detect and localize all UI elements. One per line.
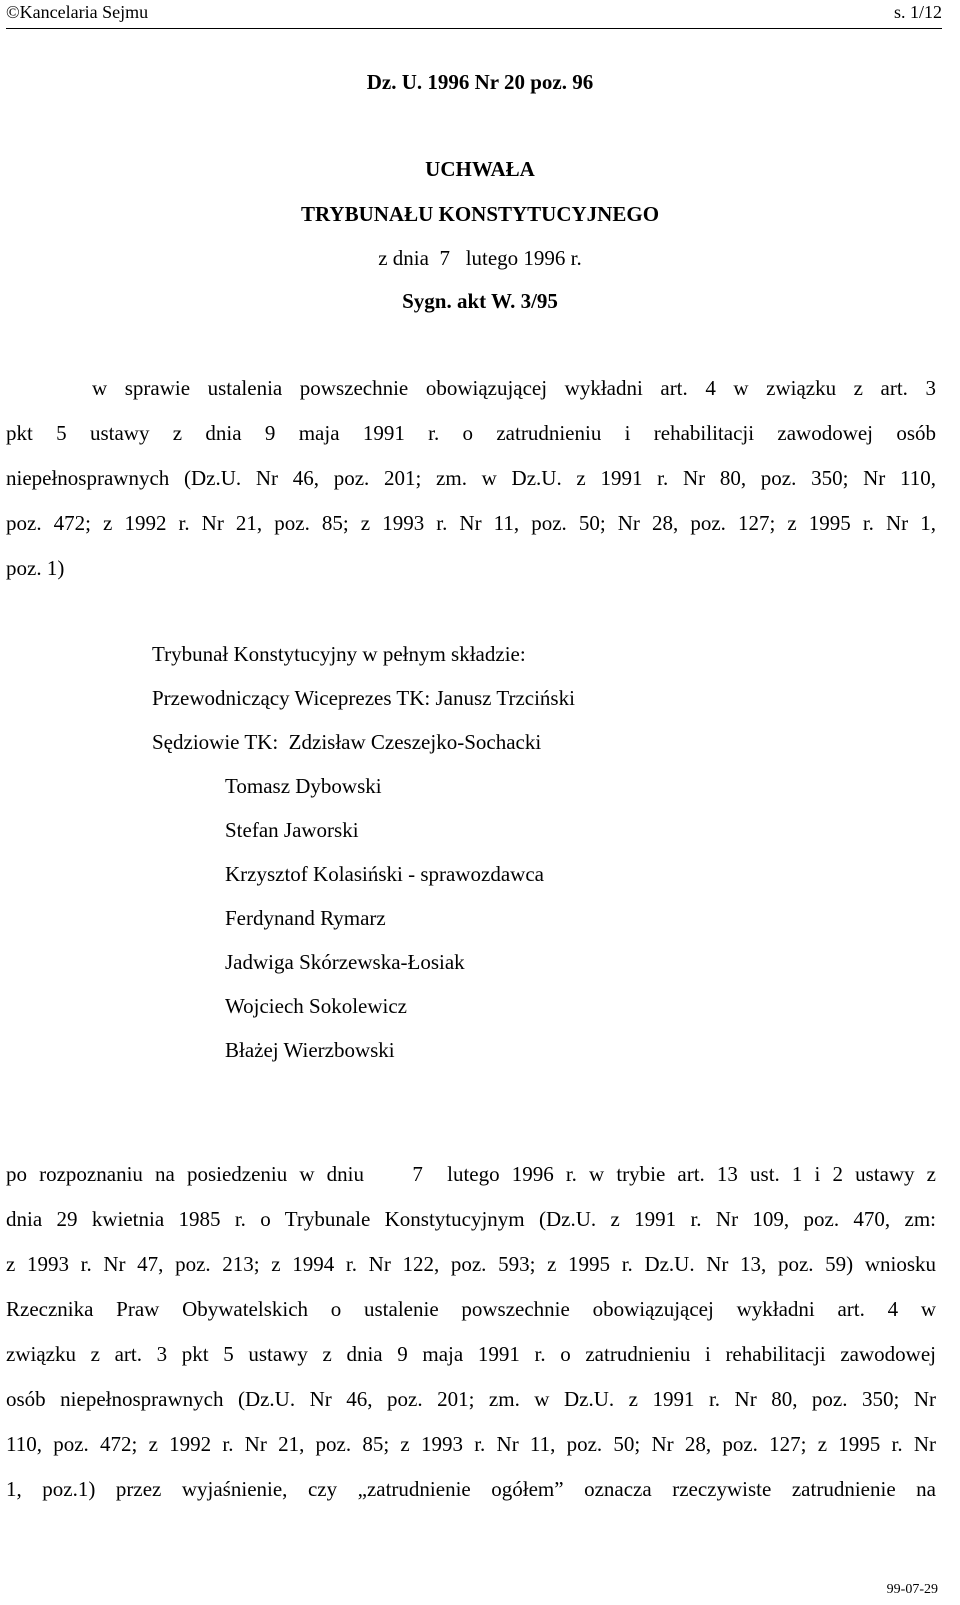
page-header (6, 0, 942, 29)
issuing-body: TRYBUNAŁU KONSTYTUCYJNEGO (300, 202, 660, 226)
document-date: z dnia 7 lutego 1996 r. (378, 246, 582, 270)
body-line: po rozpoznaniu na posiedzeniu w dniu 7 lutego 1996 r. w trybie art. 13 ust. 1 i 2 ustawy z (6, 1162, 936, 1186)
publisher-label: ©Kancelaria Sejmu (6, 2, 149, 22)
judge-name: Jadwiga Skórzewska-Łosiak (225, 950, 465, 974)
body-line: Rzecznika Praw Obywatelskich o ustalenie powszechnie obowiązującej wykładni art. 4 w (6, 1297, 936, 1321)
judge-name: Stefan Jaworski (225, 818, 359, 842)
judge-name: Wojciech Sokolewicz (225, 994, 407, 1018)
judge-name: Błażej Wierzbowski (225, 1038, 395, 1062)
body-line: z 1993 r. Nr 47, poz. 213; z 1994 r. Nr 122, poz. 593; z 1995 r. Dz.U. Nr 13, poz. 59) wniosku (6, 1252, 936, 1276)
body-line: związku z art. 3 pkt 5 ustawy z dnia 9 maja 1991 r. o zatrudnieniu i rehabilitacji zawodowej (6, 1342, 936, 1366)
case-signature: Sygn. akt W. 3/95 (402, 289, 558, 313)
subject-line: niepełnosprawnych (Dz.U. Nr 46, poz. 201; zm. w Dz.U. z 1991 r. Nr 80, poz. 350; Nr 110, (6, 466, 936, 490)
subject-line: w sprawie ustalenia powszechnie obowiązującej wykładni art. 4 w związku z art. 3 (92, 376, 936, 400)
document-type: UCHWAŁA (425, 157, 535, 181)
subject-line: pkt 5 ustawy z dnia 9 maja 1991 r. o zatrudnieniu i rehabilitacji zawodowej osób (6, 421, 936, 445)
judges-label: Sędziowie TK: Zdzisław Czeszejko-Sochacki (152, 730, 542, 754)
journal-citation: Dz. U. 1996 Nr 20 poz. 96 (366, 70, 594, 94)
body-line: 110, poz. 472; z 1992 r. Nr 21, poz. 85; z 1993 r. Nr 11, poz. 50; Nr 28, poz. 127; z 1995 r. Nr (6, 1432, 936, 1456)
chairperson: Przewodniczący Wiceprezes TK: Janusz Trzciński (152, 686, 575, 710)
subject-line: poz. 472; z 1992 r. Nr 21, poz. 85; z 1993 r. Nr 11, poz. 50; Nr 28, poz. 127; z 1995 r. Nr 1, (6, 511, 936, 535)
footer-date: 99-07-29 (886, 1582, 938, 1597)
body-line: 1, poz.1) przez wyjaśnienie, czy „zatrudnienie ogółem” oznacza rzeczywiste zatrudnienie na (6, 1477, 936, 1501)
court-composition (152, 632, 575, 1072)
composition-intro: Trybunał Konstytucyjny w pełnym składzie: (152, 642, 526, 666)
judge-name: Tomasz Dybowski (225, 774, 382, 798)
page-number: s. 1/12 (893, 2, 942, 22)
subject-paragraph (6, 366, 936, 591)
body-line: osób niepełnosprawnych (Dz.U. Nr 46, poz. 201; zm. w Dz.U. z 1991 r. Nr 80, poz. 350; Nr (6, 1387, 936, 1411)
subject-line: poz. 1) (6, 556, 65, 580)
body-paragraph (6, 1152, 936, 1512)
judge-name: Ferdynand Rymarz (225, 906, 386, 930)
body-line: dnia 29 kwietnia 1985 r. o Trybunale Konstytucyjnym (Dz.U. z 1991 r. Nr 109, poz. 470, zm: (6, 1207, 936, 1231)
judge-name: Krzysztof Kolasiński - sprawozdawca (225, 862, 544, 886)
